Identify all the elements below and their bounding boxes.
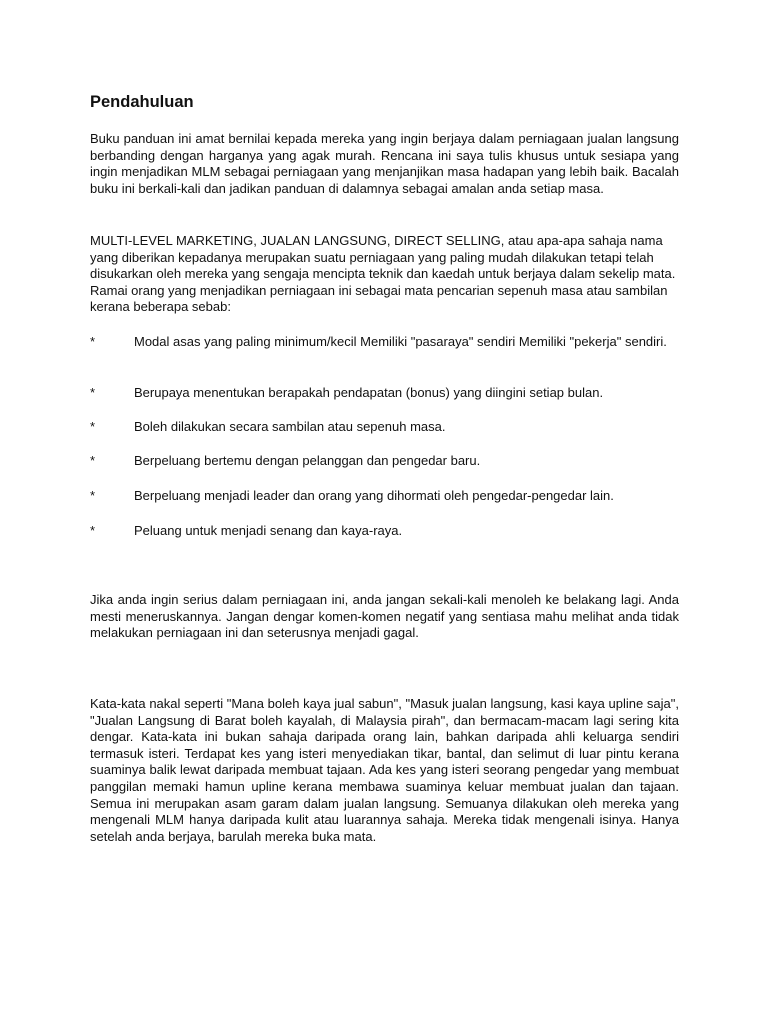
bullet-marker: *: [90, 523, 96, 538]
bullet-text: Berpeluang bertemu dengan pelanggan dan pengedar baru.: [134, 453, 481, 468]
bullet-text: Boleh dilakukan secara sambilan atau sepenuh masa.: [134, 419, 446, 434]
document-heading: Pendahuluan: [90, 93, 194, 111]
bullet-marker: *: [90, 385, 96, 400]
bullet-marker: *: [90, 488, 96, 503]
bullet-marker: *: [90, 453, 96, 468]
bullet-text: Peluang untuk menjadi senang dan kaya-raya.: [134, 523, 403, 538]
paragraph-serius: Jika anda ingin serius dalam perniagaan ini, anda jangan sekali-kali menoleh ke belakang lagi. Anda mesti meneruskannya. Jangan dengar komen-komen negatif yang sentiasa mahu melihat anda tidak melakukan perniagaan ini dan seterusnya menjadi gagal.: [90, 592, 679, 641]
paragraph-intro: Buku panduan ini amat bernilai kepada mereka yang ingin berjaya dalam perniagaan jualan langsung berbanding dengan harganya yang agak murah. Rencana ini saya tulis khusus untuk sesiapa yang ingin menjadikan MLM sebagai perniagaan yang menjanjikan masa hadapan yang lebih baik. Bacalah buku ini berkali-kali dan jadikan panduan di dalamnya sebagai amalan anda setiap masa.: [90, 131, 679, 196]
paragraph-mlm: MULTI-LEVEL MARKETING, JUALAN LANGSUNG, DIRECT SELLING, atau apa-apa sahaja nama yang diberikan kepadanya merupakan suatu perniagaan yang paling mudah dilakukan tetapi telah disukarkan oleh mereka yang sengaja mencipta teknik dan kaedah untuk berjaya dalam sekelip mata. Ramai orang yang menjadikan perniagaan ini sebagai mata pencarian sepenuh masa atau sambilan kerana beberapa sebab:: [90, 233, 676, 315]
bullet-text: Berpeluang menjadi leader dan orang yang dihormati oleh pengedar-pengedar lain.: [134, 488, 614, 503]
paragraph-kata-kata: Kata-kata nakal seperti "Mana boleh kaya jual sabun", "Masuk jualan langsung, kasi kaya upline saja", "Jualan Langsung di Barat boleh kayalah, di Malaysia pirah", dan bermacam-macam lagi sering kita dengar. Kata-kata ini bukan sahaja daripada orang lain, bahkan daripada ahli keluarga sendiri termasuk isteri. Terdapat kes yang isteri menyediakan tikar, bantal, dan selimut di luar pintu kerana suaminya balik lewat daripada membuat tajaan. Ada kes yang isteri seorang pengedar yang membuat panggilan memaki hamun upline kerana membawa suaminya keluar membuat jualan dan tajaan. Semua ini merupakan asam garam dalam jualan langsung. Semuanya dilakukan oleh mereka yang mengenali MLM hanya daripada kulit atau luarannya sahaja. Mereka tidak mengenali isinya. Hanya setelah anda berjaya, barulah mereka buka mata.: [90, 696, 679, 844]
bullet-text: Berupaya menentukan berapakah pendapatan (bonus) yang diingini setiap bulan.: [134, 385, 604, 400]
bullet-marker: *: [90, 334, 96, 349]
bullet-text: Modal asas yang paling minimum/kecil Memiliki "pasaraya" sendiri Memiliki "pekerja" sendiri.: [134, 334, 667, 349]
bullet-marker: *: [90, 419, 96, 434]
